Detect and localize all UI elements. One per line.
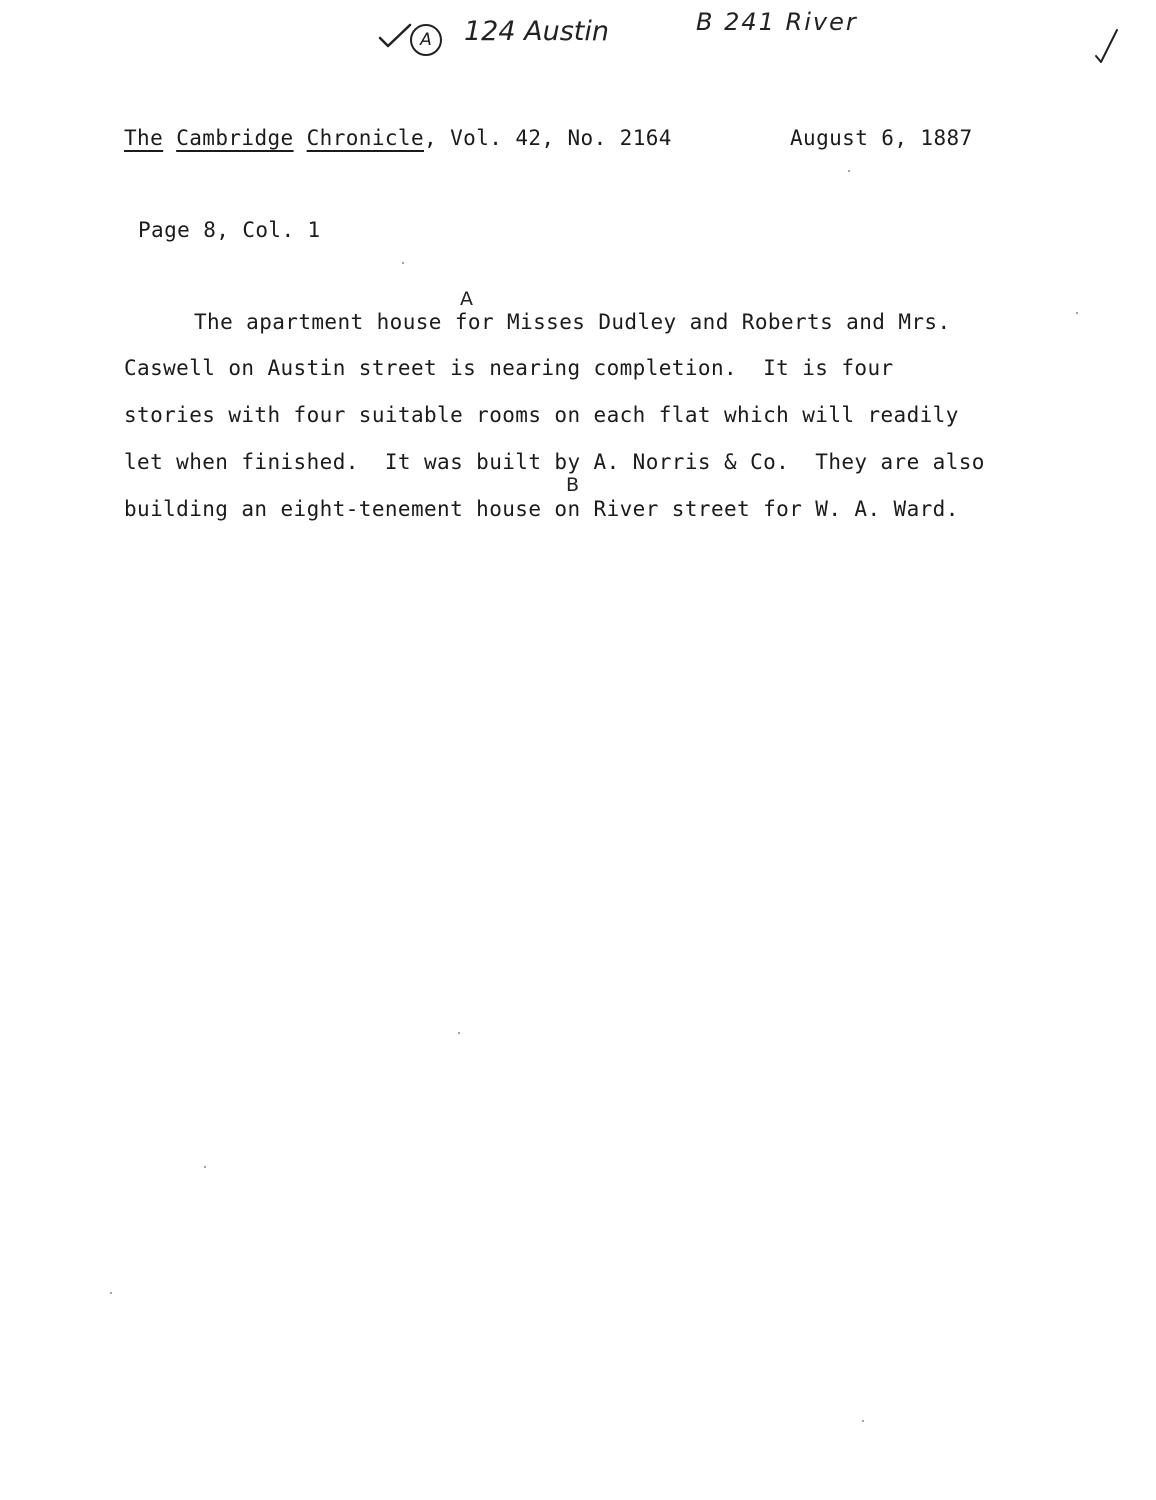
paper-speck — [204, 1166, 206, 1168]
page-column-reference: Page 8, Col. 1 — [138, 218, 321, 242]
publication-date: August 6, 1887 — [790, 126, 973, 150]
paper-speck — [1076, 312, 1078, 314]
corner-checkmark-icon — [1094, 28, 1120, 64]
paper-speck — [110, 1292, 112, 1294]
body-line-4: let when finished. It was built by A. Norris & Co. They are also — [124, 450, 985, 474]
title-word-cambridge: Cambridge — [176, 126, 294, 150]
paper-speck — [402, 262, 404, 264]
insertion-mark-b: B — [566, 474, 580, 496]
checkmark-icon — [378, 22, 412, 50]
volume-number: , Vol. 42, No. 2164 — [424, 126, 672, 150]
body-line-1: The apartment house for Misses Dudley and Roberts and Mrs. — [194, 310, 951, 334]
body-line-5: building an eight-tenement house on River street for W. A. Ward. — [124, 497, 959, 521]
title-word-chronicle: Chronicle — [306, 126, 425, 150]
title-word-the: The — [124, 126, 164, 150]
circled-letter-a: A — [410, 24, 442, 56]
body-line-2: Caswell on Austin street is nearing completion. It is four — [124, 356, 894, 380]
paper-speck — [458, 1032, 460, 1034]
body-line-3: stories with four suitable rooms on each flat which will readily — [124, 403, 959, 427]
insertion-mark-a: A — [460, 288, 473, 310]
paper-speck — [848, 170, 850, 172]
handwritten-note-river: B 241 River — [696, 8, 858, 36]
paper-speck — [862, 1420, 864, 1422]
citation-header — [124, 126, 672, 150]
handwritten-note-austin: 124 Austin — [464, 16, 609, 47]
